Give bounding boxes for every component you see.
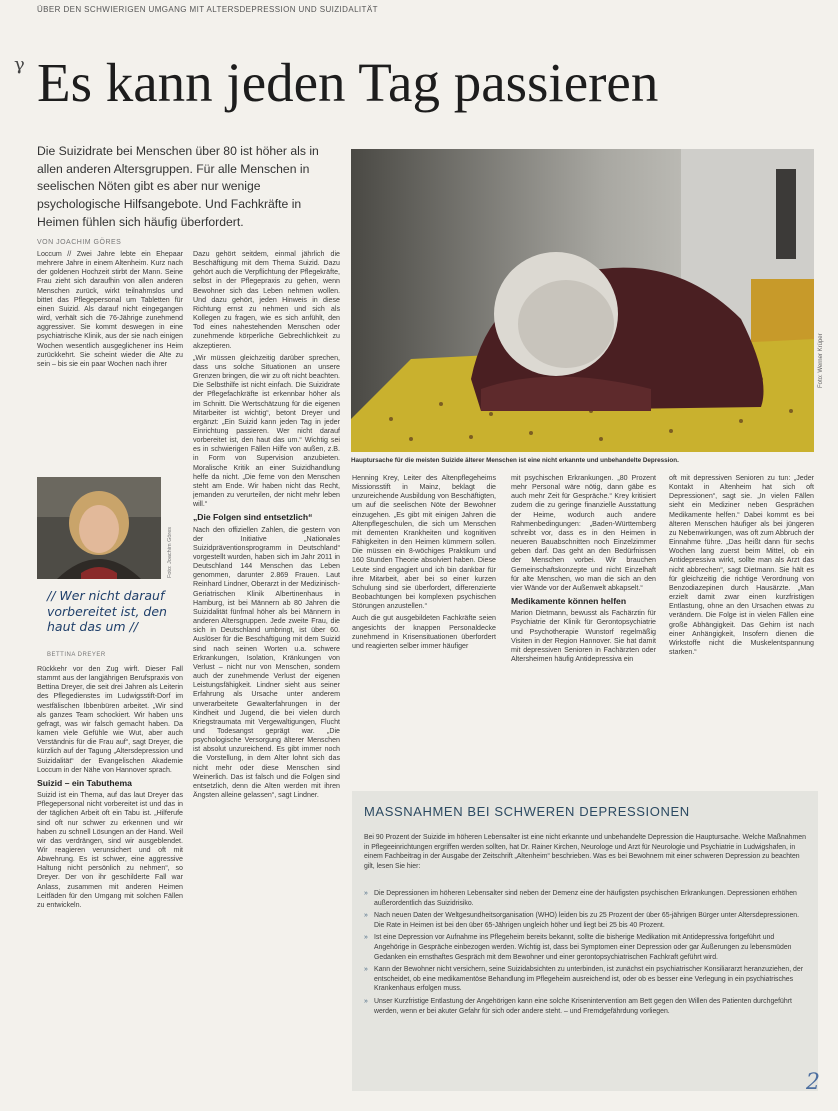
list-item: » Kann der Bewohner nicht versichern, seine Suizidabsichten zu unterbinden, ist zunächst ein psychiatrischer Konsiliararzt heranzuziehen, der entscheidet, ob eine medikamentöse Behandlung im Pflegeheim ausreichend ist, oder ob es besser eine Verlegung in ein psychiatrisches Krankenhaus erfolgen muss.: [364, 965, 808, 994]
paragraph: Loccum // Zwei Jahre lebte ein Ehepaar mehrere Jahre in einem Altenheim. Kurz nach der goldenen Hochzeit stirbt der Mann. Seine Frau zieht sich daraufhin von allen anderen Menschen zurück, wirkt teilnahmslos und bittet das Pflegepersonal um Tabletten für einen Suizid. Als darauf nicht eingegangen wird, verhält sich die 76-Jährige zunehmend aggressiver. Sie kommt deswegen in eine psychiatrische Klinik, aus der sie nach einigen Wochen wesentlich ausgeglichener ins Heim zurückkehrt. Sie scheint wieder die Alte zu sein – bis sie ein paar Wochen nach ihrer: [37, 250, 183, 368]
photo-caption: Hauptursache für die meisten Suizide älterer Menschen ist eine nicht erkannte und unbehandelte Depression.: [351, 457, 679, 464]
headline: Es kann jeden Tag passieren: [37, 52, 659, 113]
paragraph: Suizid ist ein Thema, auf das laut Dreyer das Pflegepersonal nicht vorbereitet ist und das in der täglichen Arbeit oft ein Tabu ist. „Hilferufe sind oft nur schwer zu erkennen und wir haben zu schnell Lösungen an der Hand. Weil wir das verdrängen, sind wir ausgeblendet. Wir reagieren verunsichert und oft mit Abwehrung. Es ist schwer, eine aggressive Haltung nicht persönlich zu nehmen“, so Dreyer. Der von ihr geschilderte Fall war Anlass, zusammen mit anderen Heimen Leitfäden für den Umgang mit solchen Fällen zu entwickeln.: [37, 791, 183, 909]
info-box-intro: Bei 90 Prozent der Suizide im höheren Lebensalter ist eine nicht erkannte und unbehandelte Depression die Hauptursache. Welche Maßnahmen in Pflegeeinrichtungen ergriffen werden sollten, hat Dr. Rainer Kirchen, Neurologe und Arzt für Neurologie und Psychiatrie in Ludwigshafen, in einem Fachbeitrag in der Ausgabe der Zeitschrift „Altenheim“ beschrieben. Was es bei Bewohnern mit einer schweren Depression zu beachten gilt, lesen Sie hier:: [364, 834, 806, 870]
info-box: [352, 791, 818, 1091]
article-column-4: [511, 474, 656, 774]
subheading: „Die Folgen sind entsetzlich“: [193, 512, 313, 523]
list-item: » Unser Kurzfristige Entlastung der Angehörigen kann eine solche Krisenintervention am Bett gegen den Willen des Patienten durchgeführt werden, wenn er bei akuter Gefahr für sich oder andere steht. – und Fremdgefährdung vorliegen.: [364, 997, 808, 1016]
subheading: Suizid – ein Tabuthema: [37, 777, 132, 788]
paragraph: Dazu gehört seitdem, einmal jährlich die Beschäftigung mit dem Thema Suizid. Dazu gehört auch die Verpflichtung der Pflegekräfte, selbst in der Pflegepraxis zu gehen, wenn Bewohner sich das Leben nehmen wollen. Und dazu gehört, jeden Hinweis in diese Richtung ernst zu nehmen und sich als Kollegen zu fragen, wie es sich anfühlt, den Tod eines nahestehenden Menschen oder zunehmende körperliche Gebrechlichkeit zu akzeptieren.: [193, 250, 340, 350]
article-column-3: [352, 474, 496, 774]
article-column-1-bottom: [37, 665, 183, 1100]
info-box-list: [364, 889, 808, 1019]
portrait-illustration: [37, 477, 161, 579]
portrait-photo: [37, 477, 161, 579]
paragraph: Marion Dietmann, bewusst als Fachärztin für Psychiatrie der Klinik für Gerontopsychiatrie und Psychotherapie Wunstorf regelmäßig Visiten in der Region Hannover. Sie hat damit mit depressiven Senioren in Fachärzten oder Altersheimen häufig Antidepressiva ein: [511, 609, 656, 663]
pull-quote: // Wer nicht darauf vorbereitet ist, den haut das um //: [47, 588, 167, 634]
paragraph: Nach den offiziellen Zahlen, die gestern von der Initiative „Nationales Suizidpräventionsprogramm in Deutschland“ vorgestellt wurden, haben sich im Jahr 2011 in Deutschland 144 Menschen das Leben genommen, darunter 2.869 Frauen. Laut Reinhard Lindner, Oberarzt in der Medizinisch-Geriatrischen Klinik Albertinenhaus in Hamburg, ist bei Männern ab 80 Jahren die Suizidalität fünfmal höher als bei Männern in anderen Altersgruppen. Jede zweite Frau, die sich in Deutschland umbringt, ist über 60. Auslöser für die Beschäftigung mit dem Suizid sind nach seinen Worten u.a. schwere Erkrankungen, Isolation, Kränkungen von Verlust – nicht nur von Menschen, sondern auch der zunehmende Verlust der eigenen Leistungsfähigkeit. Lindner sieht aus seiner Erfahrung als Ursache unter anderem unverarbeitete Gewalterfahrungen in der Kindheit und Jugend, die bei vielen durch Kriegstraumata mit Vergewaltigungen, Flucht und Todesangst geprägt war. „Die psychologische Versorgung älterer Menschen ist absolut unzureichend. Es gibt immer noch die Vorstellung, in dem Alter lohnt sich das nicht mehr oder diese Menschen sind Weinerlich. Das ist falsch und die Folgen sind entsetzlich, denn die Alten werden mit ihren Ängsten alleine gelassen“, sagt Lindner.: [193, 525, 340, 800]
paragraph: oft mit depressiven Senioren zu tun: „Jeder Kontakt in Altenheim hat sich oft Depressionen“, sagt sie. „In vielen Fällen sieht ein Mediziner neben Gesprächen Medikamente helfen.“ Dabei kommt es bei älteren Menschen häufiger als bei jüngeren zu Nebenwirkungen, was oft zum Abbruch der Einnahme führe. „Das heißt dann für sechs Wochen lang zuerst beim Mittel, ob ein Antidepressiva wirkt, sollte man als Arzt das nicht abbrechen“, sagt Dietmann. Sie hält es für gleichzeitig die richtige Verordnung von Benzodiazepinen durch Hausärzte. „Man erzielt damit zwar einen kurzfristigen Entlastung, ohne an den Ursachen etwas zu verändern. Die Folge ist in vielen Fällen eine große Abhängigkeit. Das Gehirn ist nach einer Anhängigkeit, Insofern dienen die Wirkstoffe nicht die Muskelentspannung starken.“: [669, 474, 814, 656]
article-column-2: [193, 250, 340, 1100]
main-photo: [351, 149, 814, 452]
quote-author: BETTINA DREYER: [47, 652, 106, 658]
list-item: » Die Depressionen im höheren Lebensalter sind neben der Demenz eine der häufigsten psychischen Erkrankungen. Depressionen erhöhen außerordentlich das Suizidrisiko.: [364, 889, 808, 908]
page-number: 2: [806, 1070, 820, 1095]
photo-credit: Foto: Werner Krüper: [818, 333, 824, 388]
kicker: ÜBER DEN SCHWIERIGEN UMGANG MIT ALTERSDEPRESSION UND SUIZIDALITÄT: [37, 5, 378, 14]
photo-illustration: [351, 149, 814, 452]
article-column-1-top: [37, 250, 183, 446]
article-column-5: [669, 474, 814, 774]
paragraph: Henning Krey, Leiter des Altenpflegeheims Missionsstift in Mainz, beklagt die unzureichende Ausbildung von Beschäftigten, um auf die seelischen Nöte der Bewohner einzugehen. „Es gibt mit einigen Jahren die Altenpflegeschulen, die sich um Menschen mit dementen Krankheiten und kognitiven Fähigkeiten in den Heimen kümmern sollen. Die müssen ein 8-wöchiges Praktikum und 160 Stunden Theorie absolviert haben. Diese Leute sind engagiert und ich bin dankbar für ihre Mitarbeit, aber bei so einer kurzen Schulung sind sie überfordert, differenzierte Beobachtungen bei komplexen psychischen Störungen anzustellen.“: [352, 474, 496, 611]
paragraph: „Wir müssen gleichzeitig darüber sprechen, dass uns solche Situationen an unsere Grenzen bringen, die wir zu oft nicht beachten. Die Selbsthilfe ist nicht einfach. Die Suizidrate der Pflegefachkräfte ist erkennbar höher als im Schnitt. Die Wertschätzung für die eigenen Mitarbeiter ist wichtig“, betont Dreyer und ergänzt: „Ein Suizid kann jeden Tag in jeder Einrichtung passieren. Wer nicht darauf vorbereitet ist, den haut das um.“ Wichtig sei es in schwierigen Fällen Hilfe von außen, z.B. in Form von Supervision anzubieten. Moralische Kritik an einer Suizidhandlung helfe da nicht. „Die ferne von den Menschen steht am Ende. Wir haben nicht das Recht, jemanden zu verurteilen, der nicht mehr leben will.“: [193, 353, 340, 509]
paragraph: mit psychischen Erkrankungen. „80 Prozent mehr Personal wäre nötig, dann gäbe es auch mehr Zeit für Gespräche.“ Krey kritisiert zudem die zu geringe finanzielle Ausstattung der Heime, wodurch auch andere Rahmenbedingungen: „Baden-Württemberg schreibt vor, dass es in den Heimen in neueren Bauabschnitten noch Einzelzimmer geben darf. Das geht an den Bedürfnissen der Menschen vorbei. Wir brauchen Gemeinschaftskonzepte und nicht Einzelhaft für alte Menschen, wo man die sich an den vier Wände vor der Außenwelt abkapselt.“: [511, 474, 656, 592]
byline: VON JOACHIM GÖRES: [37, 239, 122, 246]
paragraph: Auch die gut ausgebildeten Fachkräfte seien angesichts der knappen Personaldecke zunehmend in Krisensituationen überfordert und reagierten selber immer häufiger: [352, 614, 496, 650]
lead-paragraph: Die Suizidrate bei Menschen über 80 ist höher als in allen anderen Altersgruppen. Für alle Menschen in seelischen Nöten gibt es aber nur wenige psychologische Hilfsangebote. Und Fachkräfte in Heimen fühlen sich häufig überfordert.: [37, 144, 319, 229]
subheading: Medikamente können helfen: [511, 596, 627, 607]
paragraph: Rückkehr vor den Zug wirft. Dieser Fall stammt aus der langjährigen Berufspraxis von Bettina Dreyer, die seit drei Jahren als Leiterin des Pflegedienstes im Ludwigsstift-Dorf im westfälischen Ibbenbüren arbeitet. „Wir sind als ganzes Team schockiert. Wir haben uns gefragt, was wir falsch gemacht haben. Da kamen viele Gefühle wie Wut, aber auch Verständnis für die Frau auf“, sagt Dreyer, die kürzlich auf der Tagung „Altersdepression und Suizidalität“ der Evangelischen Akademie Loccum in der Nähe von Hannover sprach.: [37, 665, 183, 774]
info-box-title: MASSNAHMEN BEI SCHWEREN DEPRESSIONEN: [364, 804, 690, 819]
margin-mark: γ: [14, 54, 25, 75]
portrait-credit: Foto: Joachim Göres: [167, 526, 173, 578]
list-item: » Nach neuen Daten der Weltgesundheitsorganisation (WHO) leiden bis zu 25 Prozent der über 65-jährigen Bürger unter Altersdepressionen. Die Rate in Heimen ist bei den über 65-Jährigen ungleich höher und liegt bei 25 bis 40 Prozent.: [364, 911, 808, 930]
list-item: » Ist eine Depression vor Aufnahme ins Pflegeheim bereits bekannt, sollte die bisherige Medikation mit Antidepressiva fortgeführt und Angehörige in Gespräche einbezogen werden. Wichtig ist, dass bei Symptomen einer Depression oder gar Äußerungen zu lebensmüden Gedanken ein ernsthaftes Gespräch mit dem Bewohner und einer gerontopsychiatrischen Fachkraft geführt wird.: [364, 933, 808, 962]
